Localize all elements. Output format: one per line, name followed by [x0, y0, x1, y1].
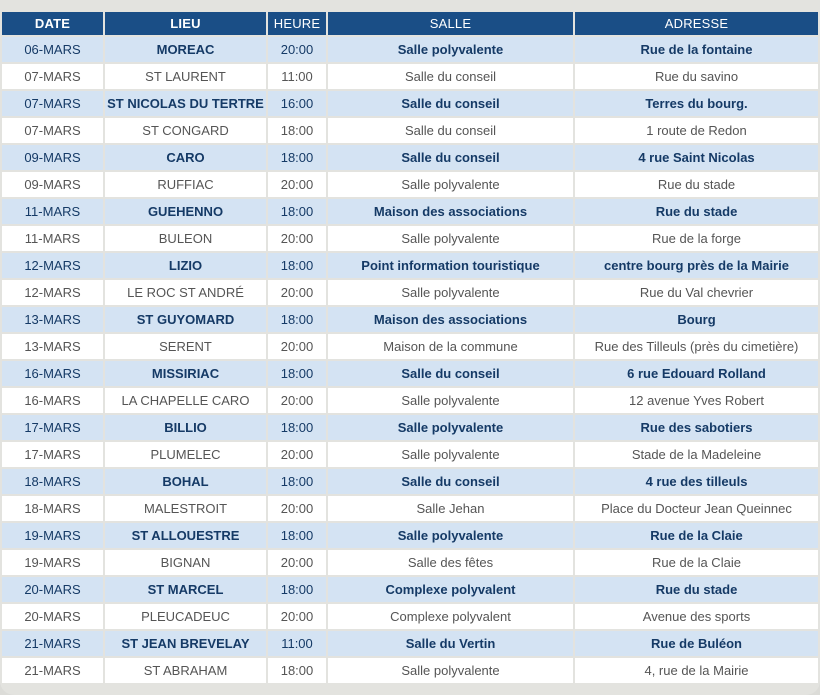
- cell-salle: Complexe polyvalent: [328, 604, 573, 629]
- cell-heure: 11:00: [268, 631, 326, 656]
- cell-lieu: ST CONGARD: [105, 118, 266, 143]
- cell-adresse: Terres du bourg.: [575, 91, 818, 116]
- cell-heure: 20:00: [268, 388, 326, 413]
- cell-date: 19-MARS: [2, 523, 103, 548]
- table-row: [2, 550, 818, 575]
- table-row: [2, 334, 818, 359]
- cell-lieu: CARO: [105, 145, 266, 170]
- cell-date: 18-MARS: [2, 469, 103, 494]
- header-heure: HEURE: [268, 12, 326, 35]
- cell-adresse: Rue de Buléon: [575, 631, 818, 656]
- cell-date: 13-MARS: [2, 334, 103, 359]
- cell-heure: 18:00: [268, 253, 326, 278]
- cell-salle: Salle du conseil: [328, 91, 573, 116]
- table-row: [2, 631, 818, 656]
- cell-date: 20-MARS: [2, 577, 103, 602]
- cell-salle: Salle du conseil: [328, 469, 573, 494]
- cell-salle: Salle polyvalente: [328, 415, 573, 440]
- cell-lieu: ST MARCEL: [105, 577, 266, 602]
- table-row: [2, 415, 818, 440]
- cell-lieu: RUFFIAC: [105, 172, 266, 197]
- cell-adresse: Rue du stade: [575, 199, 818, 224]
- cell-adresse: 12 avenue Yves Robert: [575, 388, 818, 413]
- cell-heure: 20:00: [268, 442, 326, 467]
- cell-salle: Point information touristique: [328, 253, 573, 278]
- cell-lieu: ST NICOLAS DU TERTRE: [105, 91, 266, 116]
- cell-lieu: LA CHAPELLE CARO: [105, 388, 266, 413]
- table-row: [2, 388, 818, 413]
- cell-date: 21-MARS: [2, 631, 103, 656]
- cell-adresse: Rue de la fontaine: [575, 37, 818, 62]
- cell-lieu: GUEHENNO: [105, 199, 266, 224]
- table-row: [2, 118, 818, 143]
- cell-salle: Salle polyvalente: [328, 280, 573, 305]
- table-row: [2, 523, 818, 548]
- cell-date: 17-MARS: [2, 442, 103, 467]
- cell-date: 16-MARS: [2, 361, 103, 386]
- cell-heure: 20:00: [268, 172, 326, 197]
- header-lieu: LIEU: [105, 12, 266, 35]
- cell-adresse: Stade de la Madeleine: [575, 442, 818, 467]
- cell-adresse: Rue du savino: [575, 64, 818, 89]
- table-row: [2, 172, 818, 197]
- cell-date: 17-MARS: [2, 415, 103, 440]
- cell-date: 13-MARS: [2, 307, 103, 332]
- table-row: [2, 64, 818, 89]
- table-row: [2, 577, 818, 602]
- header-date: DATE: [2, 12, 103, 35]
- table-row: [2, 658, 818, 683]
- cell-lieu: ST ALLOUESTRE: [105, 523, 266, 548]
- cell-heure: 18:00: [268, 361, 326, 386]
- cell-adresse: Rue du Val chevrier: [575, 280, 818, 305]
- cell-heure: 18:00: [268, 199, 326, 224]
- table-row: [2, 91, 818, 116]
- cell-heure: 16:00: [268, 91, 326, 116]
- cell-lieu: LE ROC ST ANDRÉ: [105, 280, 266, 305]
- cell-heure: 20:00: [268, 280, 326, 305]
- cell-lieu: BOHAL: [105, 469, 266, 494]
- table-row: [2, 469, 818, 494]
- cell-adresse: 6 rue Edouard Rolland: [575, 361, 818, 386]
- cell-salle: Salle du Vertin: [328, 631, 573, 656]
- cell-lieu: ST JEAN BREVELAY: [105, 631, 266, 656]
- cell-adresse: 4 rue des tilleuls: [575, 469, 818, 494]
- cell-lieu: ST ABRAHAM: [105, 658, 266, 683]
- cell-heure: 20:00: [268, 496, 326, 521]
- cell-adresse: Rue de la Claie: [575, 550, 818, 575]
- cell-salle: Salle des fêtes: [328, 550, 573, 575]
- cell-heure: 18:00: [268, 523, 326, 548]
- cell-adresse: Avenue des sports: [575, 604, 818, 629]
- table-row: [2, 496, 818, 521]
- cell-lieu: MISSIRIAC: [105, 361, 266, 386]
- cell-heure: 20:00: [268, 550, 326, 575]
- table-row: [2, 145, 818, 170]
- cell-salle: Salle polyvalente: [328, 172, 573, 197]
- cell-adresse: Rue de la Claie: [575, 523, 818, 548]
- cell-date: 07-MARS: [2, 64, 103, 89]
- cell-date: 11-MARS: [2, 226, 103, 251]
- cell-heure: 18:00: [268, 145, 326, 170]
- cell-heure: 18:00: [268, 415, 326, 440]
- cell-adresse: Rue du stade: [575, 577, 818, 602]
- cell-lieu: MALESTROIT: [105, 496, 266, 521]
- header-adresse: ADRESSE: [575, 12, 818, 35]
- cell-salle: Complexe polyvalent: [328, 577, 573, 602]
- cell-date: 12-MARS: [2, 280, 103, 305]
- cell-date: 09-MARS: [2, 145, 103, 170]
- cell-salle: Salle du conseil: [328, 145, 573, 170]
- cell-salle: Salle Jehan: [328, 496, 573, 521]
- cell-adresse: Rue de la forge: [575, 226, 818, 251]
- cell-adresse: 1 route de Redon: [575, 118, 818, 143]
- table-row: [2, 604, 818, 629]
- cell-lieu: PLEUCADEUC: [105, 604, 266, 629]
- cell-lieu: LIZIO: [105, 253, 266, 278]
- cell-date: 06-MARS: [2, 37, 103, 62]
- cell-salle: Salle polyvalente: [328, 442, 573, 467]
- cell-salle: Salle du conseil: [328, 361, 573, 386]
- cell-date: 07-MARS: [2, 118, 103, 143]
- cell-lieu: BILLIO: [105, 415, 266, 440]
- cell-lieu: ST GUYOMARD: [105, 307, 266, 332]
- cell-lieu: ST LAURENT: [105, 64, 266, 89]
- cell-lieu: PLUMELEC: [105, 442, 266, 467]
- cell-heure: 20:00: [268, 37, 326, 62]
- cell-salle: Maison des associations: [328, 199, 573, 224]
- cell-date: 21-MARS: [2, 658, 103, 683]
- cell-adresse: Rue des sabotiers: [575, 415, 818, 440]
- cell-lieu: BIGNAN: [105, 550, 266, 575]
- cell-adresse: 4 rue Saint Nicolas: [575, 145, 818, 170]
- cell-heure: 20:00: [268, 334, 326, 359]
- table-row: [2, 361, 818, 386]
- cell-adresse: Rue des Tilleuls (près du cimetière): [575, 334, 818, 359]
- table-row: [2, 199, 818, 224]
- cell-heure: 18:00: [268, 469, 326, 494]
- cell-date: 16-MARS: [2, 388, 103, 413]
- cell-salle: Maison des associations: [328, 307, 573, 332]
- cell-salle: Salle polyvalente: [328, 523, 573, 548]
- cell-date: 07-MARS: [2, 91, 103, 116]
- cell-salle: Maison de la commune: [328, 334, 573, 359]
- cell-lieu: SERENT: [105, 334, 266, 359]
- cell-date: 12-MARS: [2, 253, 103, 278]
- cell-date: 09-MARS: [2, 172, 103, 197]
- cell-adresse: 4, rue de la Mairie: [575, 658, 818, 683]
- schedule-table: [0, 10, 820, 685]
- cell-date: 18-MARS: [2, 496, 103, 521]
- cell-salle: Salle polyvalente: [328, 37, 573, 62]
- cell-heure: 11:00: [268, 64, 326, 89]
- table-row: [2, 226, 818, 251]
- cell-salle: Salle du conseil: [328, 64, 573, 89]
- table-header-row: [2, 12, 818, 35]
- table-row: [2, 442, 818, 467]
- cell-adresse: centre bourg près de la Mairie: [575, 253, 818, 278]
- cell-date: 20-MARS: [2, 604, 103, 629]
- table-row: [2, 307, 818, 332]
- cell-date: 11-MARS: [2, 199, 103, 224]
- cell-heure: 18:00: [268, 658, 326, 683]
- cell-heure: 18:00: [268, 307, 326, 332]
- cell-salle: Salle polyvalente: [328, 388, 573, 413]
- cell-heure: 18:00: [268, 118, 326, 143]
- cell-lieu: MOREAC: [105, 37, 266, 62]
- cell-lieu: BULEON: [105, 226, 266, 251]
- cell-heure: 20:00: [268, 226, 326, 251]
- cell-adresse: Rue du stade: [575, 172, 818, 197]
- header-salle: SALLE: [328, 12, 573, 35]
- table-row: [2, 253, 818, 278]
- cell-heure: 18:00: [268, 577, 326, 602]
- table-row: [2, 280, 818, 305]
- cell-adresse: Bourg: [575, 307, 818, 332]
- cell-heure: 20:00: [268, 604, 326, 629]
- table-row: [2, 37, 818, 62]
- cell-salle: Salle du conseil: [328, 118, 573, 143]
- cell-salle: Salle polyvalente: [328, 658, 573, 683]
- cell-date: 19-MARS: [2, 550, 103, 575]
- cell-salle: Salle polyvalente: [328, 226, 573, 251]
- cell-adresse: Place du Docteur Jean Queinnec: [575, 496, 818, 521]
